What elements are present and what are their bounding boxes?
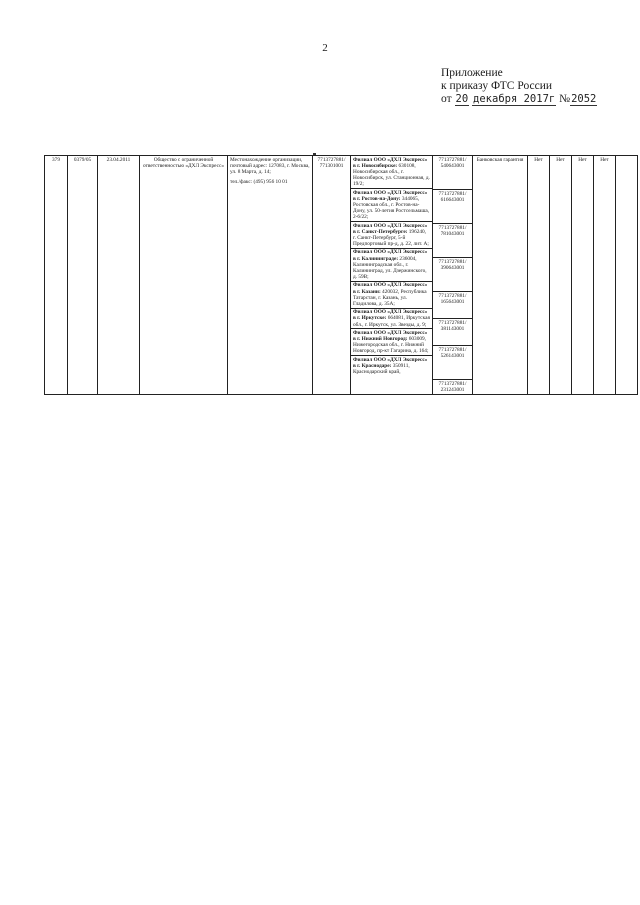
branch-inn-krasnodar: 7713727881/ 231243001 [433,379,472,394]
registry-table [44,155,638,395]
branch-inn-rostov: 7713727881/ 616643001 [433,189,472,223]
appendix-header [441,67,597,106]
branch-inn-irkutsk: 7713727881/ 381143001 [433,318,472,345]
branch-nizhny-novgorod: Филиал ООО «ДХЛ Экспресс» в г. Нижний Новгород: 603009, Нижегородская обл., г. Нижний Новгород, пр-кт Гагарина, д. 164; [351,328,432,355]
branch-kaliningrad: Филиал ООО «ДХЛ Экспресс» в г. Калининграде: 236004, Калининградская обл., г. Калининград, ул. Дзержинского, д. 59В; [351,248,432,281]
branch-rostov: Филиал ООО «ДХЛ Экспресс» в г. Ростов-на-Дону: 344065, Ростовская обл., г. Ростов-на-Дону, ул. 50-летия Ростсельмаша, 2-6/22; [351,188,432,221]
appendix-title: Приложение [441,67,503,79]
branch-inn-novosibirsk: 7713727881/ 540643001 [438,157,467,170]
appendix-number-sign: № [559,93,571,105]
cell-reg-number: 0379/05 [68,156,98,395]
page-number: 2 [322,42,328,54]
branch-krasnodar: Филиал ООО «ДХЛ Экспресс» в г. Краснодаре: 350911, Краснодарский край, [351,355,432,376]
branch-novosibirsk: Филиал ООО «ДХЛ Экспресс» в г. Новосибирске: 630108, Новосибирская обл., г. Новосибирск, ул. Станционная, д. 19/2; [353,156,430,188]
branch-kazan: Филиал ООО «ДХЛ Экспресс» в г. Казани: 420032, Республика Татарстан, г. Казань, ул. Гладилова, д. 35А; [351,281,432,308]
org-phone: тел./факс: (495) 956 10 01 [230,178,288,185]
branch-irkutsk: Филиал ООО «ДХЛ Экспресс» в г. Иркутске: 664081, Иркутская обл., г. Иркутск, ул. Звезды, д. 9; [351,308,432,329]
cell-reg-date: 23.04.2011 [98,156,140,395]
appendix-order-number: 2052 [571,93,597,105]
appendix-date-month-year: декабря 2017г [473,93,556,105]
cell-col10: Нет [572,156,594,395]
cell-inn-kpp: 7713727881/ 771301001 [313,156,351,395]
branch-spb: Филиал ООО «ДХЛ Экспресс» в г. Санкт-Петербурге: 196240, г. Санкт-Петербург, 5-й Предпортовый пр-д, д. 22, лит. А; [351,221,432,248]
cell-col11: Нет [594,156,616,395]
cell-branch-inn-kpp [433,156,473,395]
cell-guarantee: Банковская гарантия [473,156,528,395]
table-row [45,156,638,395]
cell-branches [351,156,433,395]
cell-col12 [616,156,638,395]
branch-inn-kaliningrad: 7713727881/ 390643001 [433,257,472,291]
branch-inn-kazan: 7713727881/ 165643001 [433,291,472,318]
cell-col9: Нет [550,156,572,395]
appendix-date-line [441,93,597,106]
org-address: Местонахождение организации, почтовый адрес: 127083, г. Москва, ул. 8 Марта, д. 14; [230,157,310,176]
cell-address [228,156,313,395]
cell-org-name: Общество с ограниченной ответственностью «ДХЛ Экспресс» [140,156,228,395]
appendix-order-ref: к приказу ФТС России [441,80,552,92]
cell-index: 379 [45,156,68,395]
cell-col8: Нет [528,156,550,395]
branch-inn-nizhny-novgorod: 7713727881/ 526143001 [433,345,472,379]
appendix-date-prefix: от [441,93,452,105]
branch-inn-spb: 7713727881/ 781043001 [433,223,472,257]
appendix-date-day: 20 [455,93,469,105]
